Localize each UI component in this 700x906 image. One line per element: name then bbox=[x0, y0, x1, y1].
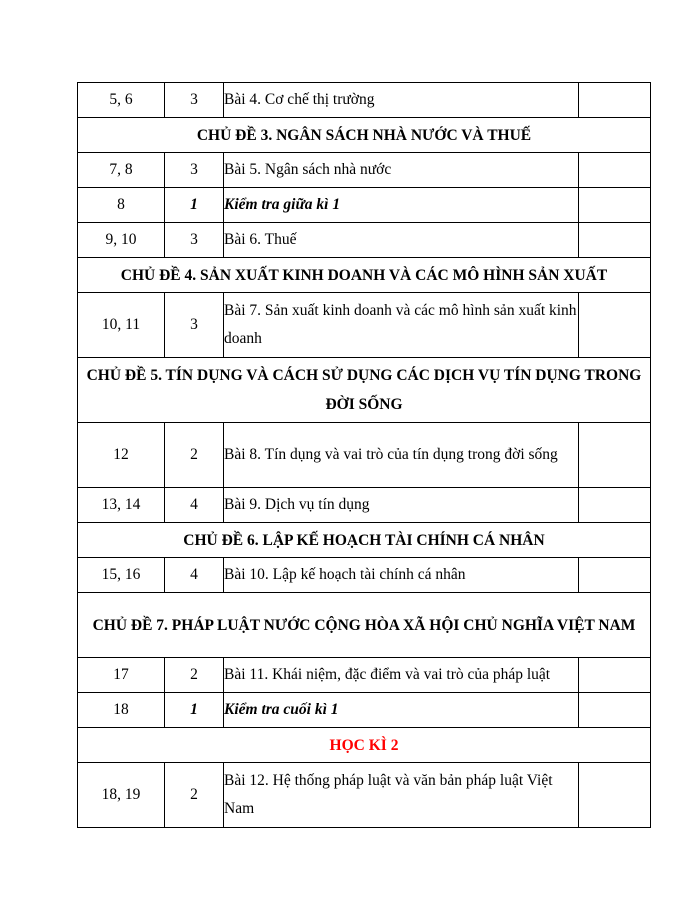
week-cell: 10, 11 bbox=[78, 293, 165, 358]
lesson-title-cell: Bài 4. Cơ chế thị trường bbox=[224, 83, 579, 118]
periods-cell: 1 bbox=[165, 693, 224, 728]
exam-title-cell: Kiểm tra giữa kì 1 bbox=[224, 188, 579, 223]
table-row bbox=[78, 293, 651, 358]
topic-heading: CHỦ ĐỀ 6. LẬP KẾ HOẠCH TÀI CHÍNH CÁ NHÂN bbox=[78, 523, 651, 558]
notes-cell bbox=[579, 223, 651, 258]
week-cell: 8 bbox=[78, 188, 165, 223]
week-cell: 5, 6 bbox=[78, 83, 165, 118]
topic-heading: CHỦ ĐỀ 7. PHÁP LUẬT NƯỚC CỘNG HÒA XÃ HỘI CHỦ NGHĨA VIỆT NAM bbox=[78, 593, 651, 658]
lesson-title-cell: Bài 8. Tín dụng và vai trò của tín dụng trong đời sống bbox=[224, 423, 579, 488]
topic-row bbox=[78, 118, 651, 153]
table-row bbox=[78, 488, 651, 523]
notes-cell bbox=[579, 188, 651, 223]
lesson-title-cell: Bài 5. Ngân sách nhà nước bbox=[224, 153, 579, 188]
semester-heading: HỌC KÌ 2 bbox=[78, 728, 651, 763]
topic-heading: CHỦ ĐỀ 3. NGÂN SÁCH NHÀ NƯỚC VÀ THUẾ bbox=[78, 118, 651, 153]
exam-row bbox=[78, 188, 651, 223]
week-cell: 15, 16 bbox=[78, 558, 165, 593]
table-row bbox=[78, 423, 651, 488]
periods-cell: 4 bbox=[165, 558, 224, 593]
topic-heading: CHỦ ĐỀ 4. SẢN XUẤT KINH DOANH VÀ CÁC MÔ HÌNH SẢN XUẤT bbox=[78, 258, 651, 293]
notes-cell bbox=[579, 488, 651, 523]
curriculum-table bbox=[77, 82, 651, 828]
periods-cell: 2 bbox=[165, 763, 224, 828]
notes-cell bbox=[579, 558, 651, 593]
week-cell: 18, 19 bbox=[78, 763, 165, 828]
periods-cell: 1 bbox=[165, 188, 224, 223]
periods-cell: 2 bbox=[165, 423, 224, 488]
topic-row bbox=[78, 593, 651, 658]
lesson-title-cell: Bài 6. Thuế bbox=[224, 223, 579, 258]
periods-cell: 3 bbox=[165, 83, 224, 118]
semester-row bbox=[78, 728, 651, 763]
table-row bbox=[78, 83, 651, 118]
lesson-title-cell: Bài 7. Sản xuất kinh doanh và các mô hình sản xuất kinh doanh bbox=[224, 293, 579, 358]
periods-cell: 3 bbox=[165, 293, 224, 358]
table-row bbox=[78, 223, 651, 258]
notes-cell bbox=[579, 83, 651, 118]
topic-heading: CHỦ ĐỀ 5. TÍN DỤNG VÀ CÁCH SỬ DỤNG CÁC DỊCH VỤ TÍN DỤNG TRONG ĐỜI SỐNG bbox=[78, 358, 651, 423]
periods-cell: 3 bbox=[165, 153, 224, 188]
notes-cell bbox=[579, 763, 651, 828]
notes-cell bbox=[579, 423, 651, 488]
table-row bbox=[78, 658, 651, 693]
exam-title-cell: Kiểm tra cuối kì 1 bbox=[224, 693, 579, 728]
week-cell: 17 bbox=[78, 658, 165, 693]
lesson-title-cell: Bài 9. Dịch vụ tín dụng bbox=[224, 488, 579, 523]
week-cell: 18 bbox=[78, 693, 165, 728]
periods-cell: 3 bbox=[165, 223, 224, 258]
table-row bbox=[78, 153, 651, 188]
notes-cell bbox=[579, 693, 651, 728]
periods-cell: 2 bbox=[165, 658, 224, 693]
lesson-title-cell: Bài 11. Khái niệm, đặc điểm và vai trò của pháp luật bbox=[224, 658, 579, 693]
notes-cell bbox=[579, 658, 651, 693]
topic-row bbox=[78, 523, 651, 558]
notes-cell bbox=[579, 153, 651, 188]
lesson-title-cell: Bài 10. Lập kế hoạch tài chính cá nhân bbox=[224, 558, 579, 593]
week-cell: 12 bbox=[78, 423, 165, 488]
topic-row bbox=[78, 258, 651, 293]
table-row bbox=[78, 558, 651, 593]
week-cell: 7, 8 bbox=[78, 153, 165, 188]
periods-cell: 4 bbox=[165, 488, 224, 523]
exam-row bbox=[78, 693, 651, 728]
notes-cell bbox=[579, 293, 651, 358]
table-row bbox=[78, 763, 651, 828]
week-cell: 9, 10 bbox=[78, 223, 165, 258]
topic-row bbox=[78, 358, 651, 423]
week-cell: 13, 14 bbox=[78, 488, 165, 523]
lesson-title-cell: Bài 12. Hệ thống pháp luật và văn bản pháp luật Việt Nam bbox=[224, 763, 579, 828]
